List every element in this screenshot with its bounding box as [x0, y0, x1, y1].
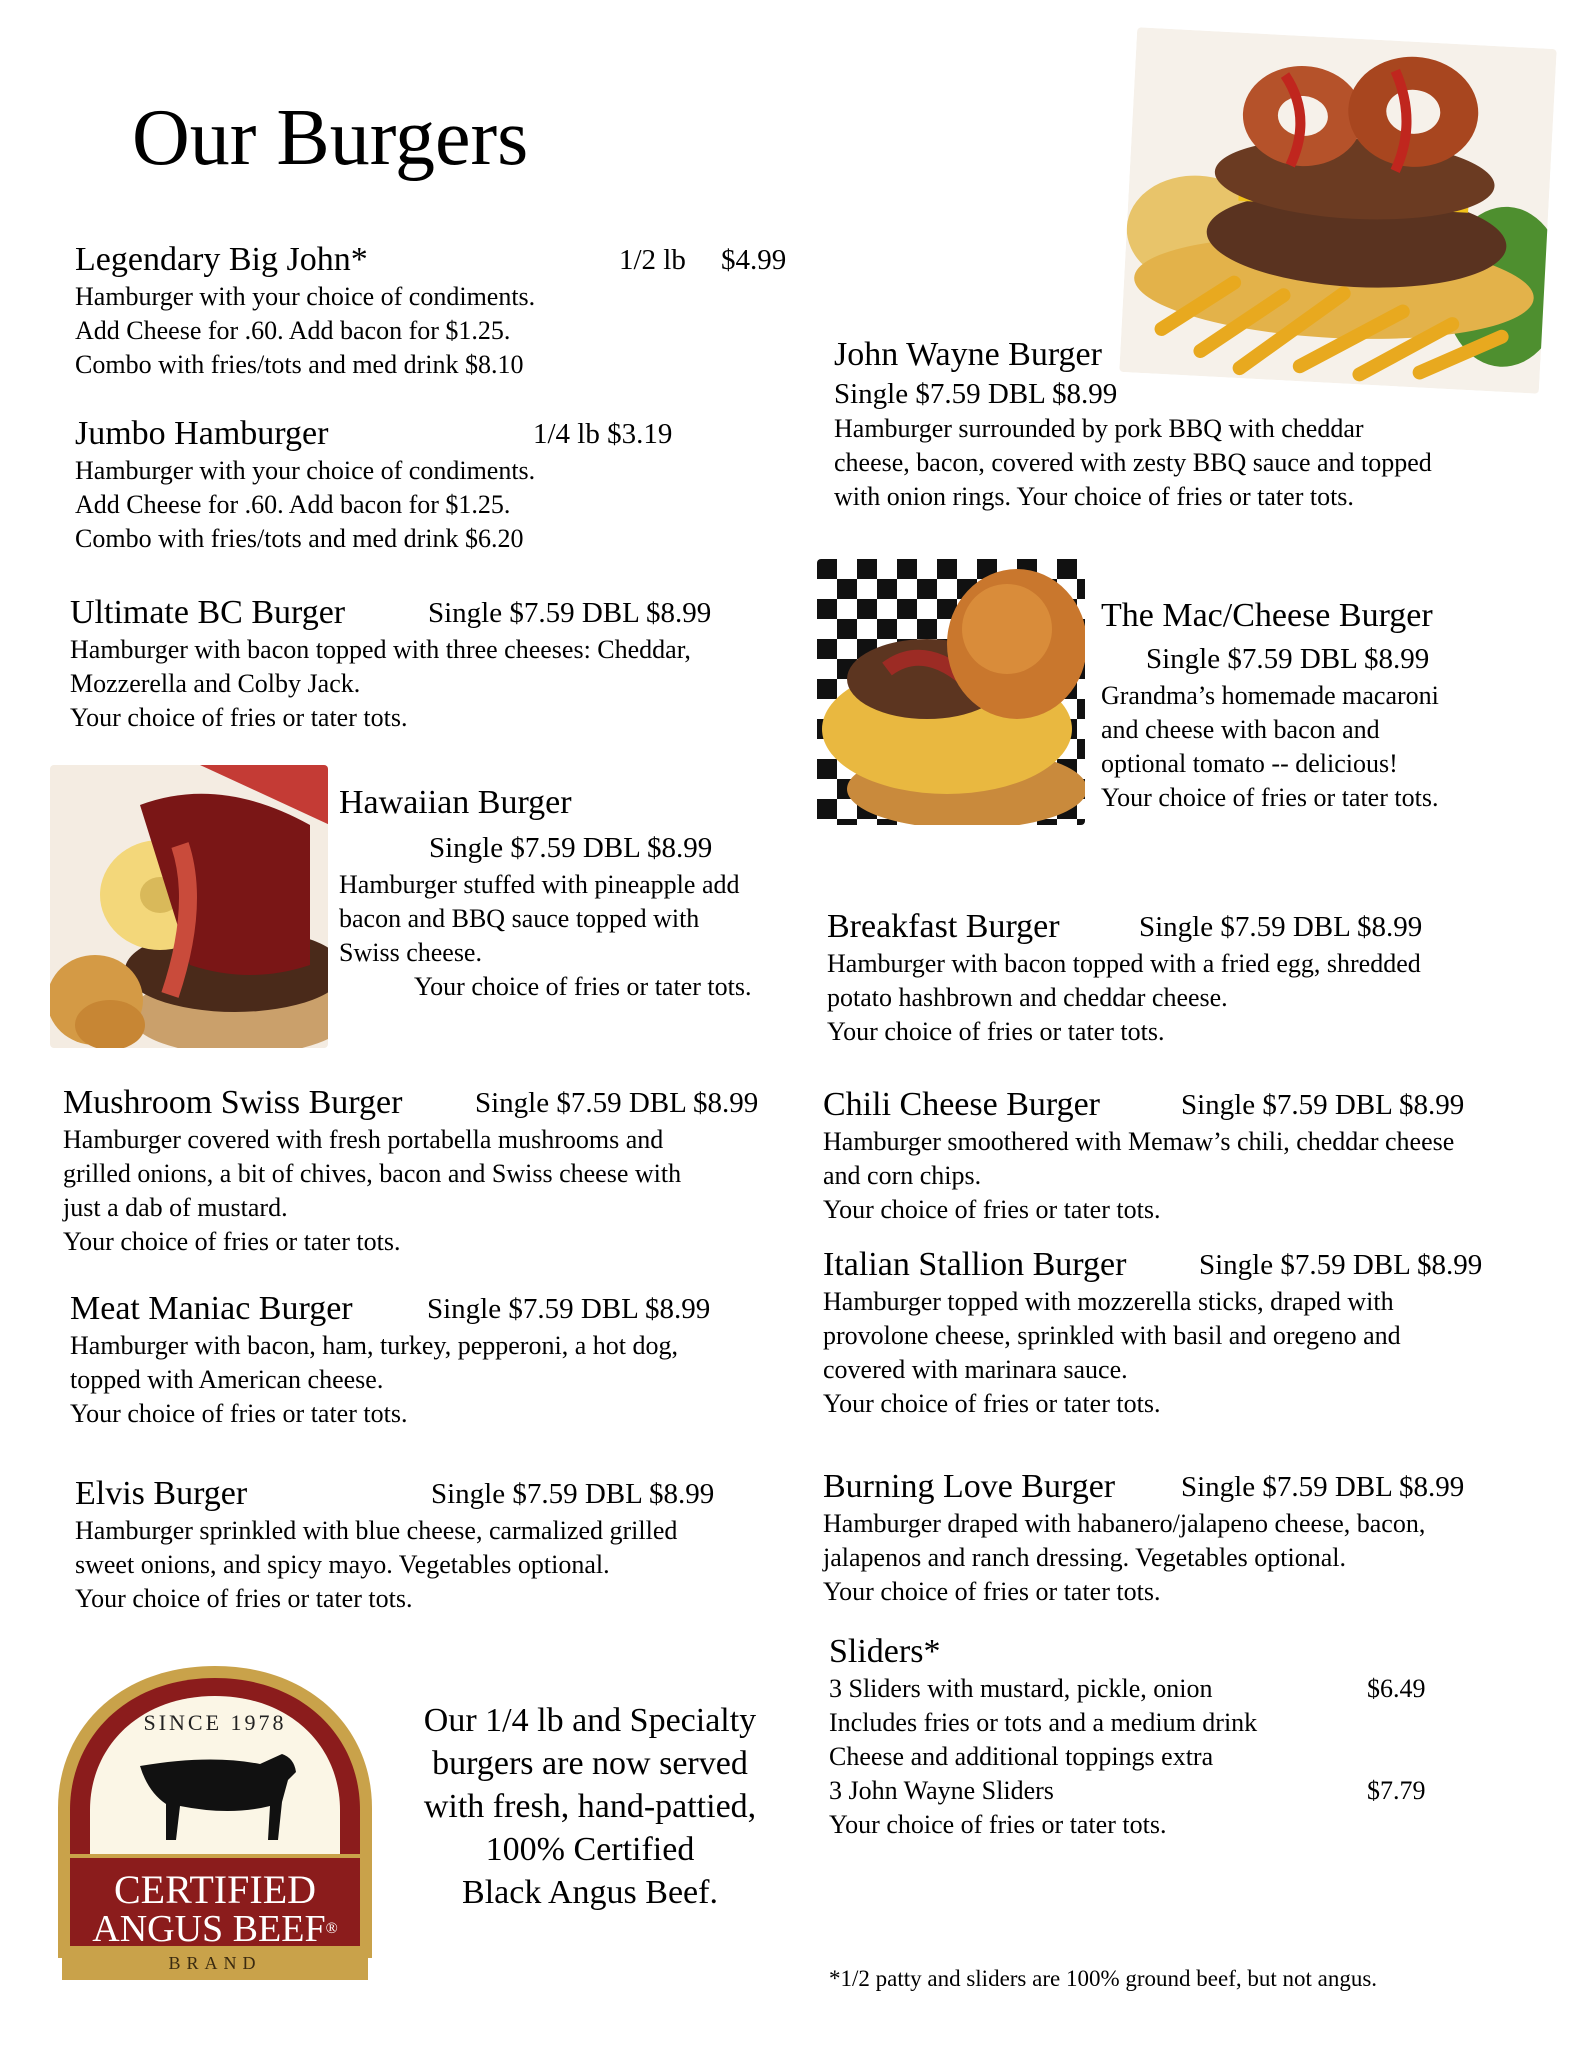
sliders-price: $7.79 — [1367, 1776, 1426, 1805]
item-price: Single $7.59 DBL $8.99 — [475, 1087, 759, 1119]
sliders-line: 3 John Wayne Sliders — [829, 1776, 1054, 1805]
item-desc-line: cheese, bacon, covered with zesty BBQ sauce and topped — [834, 448, 1432, 477]
item-desc-line: Hamburger with your choice of condiments. — [75, 456, 536, 485]
promo-line: burgers are now served — [432, 1745, 748, 1782]
item-desc-line: Hamburger stuffed with pineapple add — [339, 870, 740, 899]
sliders-line: Cheese and additional toppings extra — [829, 1742, 1214, 1771]
logo-certified: CERTIFIED — [113, 1867, 317, 1912]
logo-since: SINCE 1978 — [143, 1710, 287, 1735]
item-desc-line: Your choice of fries or tater tots. — [63, 1227, 401, 1256]
item-desc-line: Your choice of fries or tater tots. — [70, 703, 408, 732]
item-price: $4.99 — [721, 244, 787, 276]
promo-line: 100% Certified — [485, 1831, 695, 1868]
menu-item-burning-love-burger — [823, 1467, 1465, 1609]
item-desc-line: Combo with fries/tots and med drink $8.10 — [75, 350, 524, 379]
sliders-price: $6.49 — [1367, 1674, 1426, 1703]
menu-item-mac-cheese-burger — [1101, 596, 1439, 815]
item-price: Single $7.59 DBL $8.99 — [429, 832, 713, 864]
mac-cheese-burger-photo — [817, 559, 1085, 825]
item-desc-line: Your choice of fries or tater tots. — [70, 1399, 408, 1428]
menu-item-legendary-big-john — [75, 240, 787, 382]
menu-item-breakfast-burger — [827, 907, 1421, 1049]
item-price: Single $7.59 DBL $8.99 — [427, 1293, 711, 1325]
item-desc-line: covered with marinara sauce. — [823, 1355, 1128, 1384]
menu-item-mushroom-swiss-burger — [63, 1083, 759, 1259]
item-desc-line: Your choice of fries or tater tots. — [75, 1584, 413, 1613]
item-name: Ultimate BC Burger — [70, 594, 346, 631]
item-desc-line: topped with American cheese. — [70, 1365, 384, 1394]
item-desc-line: Hamburger draped with habanero/jalapeno cheese, bacon, — [823, 1509, 1426, 1538]
item-desc-line: Swiss cheese. — [339, 938, 482, 967]
promo-line: Our 1/4 lb and Specialty — [423, 1702, 757, 1739]
item-desc-line: Add Cheese for .60. Add bacon for $1.25. — [75, 490, 511, 519]
item-size: 1/2 lb — [619, 244, 686, 276]
item-desc-line: Hamburger with bacon topped with three cheeses: Cheddar, — [70, 635, 691, 664]
footnote: *1/2 patty and sliders are 100% ground beef, but not angus. — [829, 1966, 1378, 1991]
item-price: Single $7.59 DBL $8.99 — [1181, 1089, 1465, 1121]
item-price: Single $7.59 DBL $8.99 — [834, 378, 1118, 410]
item-name: Legendary Big John* — [75, 241, 368, 278]
item-desc-line: Your choice of fries or tater tots. — [823, 1195, 1161, 1224]
item-desc-line: Add Cheese for .60. Add bacon for $1.25. — [75, 316, 511, 345]
item-size-price: 1/4 lb $3.19 — [533, 418, 673, 450]
sliders-line: 3 Sliders with mustard, pickle, onion — [829, 1674, 1213, 1703]
promo-line: with fresh, hand-pattied, — [423, 1788, 757, 1825]
item-name: Hawaiian Burger — [339, 784, 572, 821]
menu-item-italian-stallion-burger — [823, 1245, 1483, 1421]
item-desc-line: Hamburger topped with mozzerella sticks, draped with — [823, 1287, 1394, 1316]
item-name: Elvis Burger — [75, 1475, 248, 1512]
promo-text — [385, 1699, 795, 1914]
menu-item-john-wayne-burger — [834, 335, 1432, 514]
item-name: John Wayne Burger — [834, 336, 1102, 373]
page-title: Our Burgers — [132, 94, 529, 182]
item-desc-line: sweet onions, and spicy mayo. Vegetables optional. — [75, 1550, 610, 1579]
item-desc-line: just a dab of mustard. — [63, 1193, 288, 1222]
item-desc-line: jalapenos and ranch dressing. Vegetables optional. — [823, 1543, 1346, 1572]
item-name: Breakfast Burger — [827, 908, 1060, 945]
item-name: Chili Cheese Burger — [823, 1086, 1100, 1123]
sliders-line: Includes fries or tots and a medium drink — [829, 1708, 1258, 1737]
item-desc-line: Hamburger with your choice of condiments. — [75, 282, 536, 311]
item-desc-line: Your choice of fries or tater tots. — [827, 1017, 1165, 1046]
item-desc-line: bacon and BBQ sauce topped with — [339, 904, 700, 933]
item-price: Single $7.59 DBL $8.99 — [1146, 643, 1430, 675]
sliders-line: Your choice of fries or tater tots. — [829, 1810, 1167, 1839]
logo-brand: BRAND — [168, 1953, 262, 1973]
item-desc-line: Grandma’s homemade macaroni — [1101, 681, 1439, 710]
hawaiian-burger-photo — [50, 765, 328, 1048]
menu-item-sliders — [829, 1632, 1426, 1842]
menu-item-chili-cheese-burger — [823, 1085, 1465, 1227]
item-desc-line: Mozzerella and Colby Jack. — [70, 669, 361, 698]
promo-line: Black Angus Beef. — [462, 1874, 718, 1911]
item-name: Meat Maniac Burger — [70, 1290, 353, 1327]
item-desc-line: Hamburger smoothered with Memaw’s chili, cheddar cheese — [823, 1127, 1455, 1156]
logo-registered: ® — [325, 1920, 338, 1937]
item-name: Mushroom Swiss Burger — [63, 1084, 403, 1121]
item-desc-line: grilled onions, a bit of chives, bacon and Swiss cheese with — [63, 1159, 682, 1188]
item-name: The Mac/Cheese Burger — [1101, 597, 1433, 634]
item-name: Italian Stallion Burger — [823, 1246, 1127, 1283]
item-desc-line: Your choice of fries or tater tots. — [414, 972, 752, 1001]
menu-item-meat-maniac-burger — [70, 1289, 711, 1431]
item-desc-line: and cheese with bacon and — [1101, 715, 1380, 744]
logo-angus-beef: ANGUS BEEF — [92, 1908, 326, 1950]
item-desc-line: provolone cheese, sprinkled with basil and oregeno and — [823, 1321, 1401, 1350]
item-desc-line: with onion rings. Your choice of fries or tater tots. — [834, 482, 1354, 511]
menu-item-hawaiian-burger — [339, 783, 751, 1004]
menu-item-ultimate-bc-burger — [70, 593, 712, 735]
item-desc-line: Hamburger surrounded by pork BBQ with cheddar — [834, 414, 1364, 443]
menu-item-jumbo-hamburger — [75, 414, 673, 556]
item-name: Burning Love Burger — [823, 1468, 1116, 1505]
item-name: Jumbo Hamburger — [75, 415, 329, 452]
item-price: Single $7.59 DBL $8.99 — [431, 1478, 715, 1510]
item-desc-line: Hamburger with bacon, ham, turkey, pepperoni, a hot dog, — [70, 1331, 678, 1360]
item-desc-line: Your choice of fries or tater tots. — [823, 1577, 1161, 1606]
item-price: Single $7.59 DBL $8.99 — [1199, 1249, 1483, 1281]
item-desc-line: Hamburger covered with fresh portabella mushrooms and — [63, 1125, 664, 1154]
item-name: Sliders* — [829, 1633, 941, 1670]
item-desc-line: Your choice of fries or tater tots. — [823, 1389, 1161, 1418]
item-price: Single $7.59 DBL $8.99 — [428, 597, 712, 629]
item-desc-line: Your choice of fries or tater tots. — [1101, 783, 1439, 812]
item-price: Single $7.59 DBL $8.99 — [1139, 911, 1423, 943]
certified-angus-beef-logo — [50, 1658, 380, 1988]
item-desc-line: Hamburger sprinkled with blue cheese, carmalized grilled — [75, 1516, 678, 1545]
item-desc-line: Combo with fries/tots and med drink $6.20 — [75, 524, 524, 553]
item-desc-line: optional tomato -- delicious! — [1101, 749, 1398, 778]
item-price: Single $7.59 DBL $8.99 — [1181, 1471, 1465, 1503]
item-desc-line: and corn chips. — [823, 1161, 982, 1190]
menu-item-elvis-burger — [75, 1474, 715, 1616]
item-desc-line: Hamburger with bacon topped with a fried egg, shredded — [827, 949, 1421, 978]
item-desc-line: potato hashbrown and cheddar cheese. — [827, 983, 1228, 1012]
